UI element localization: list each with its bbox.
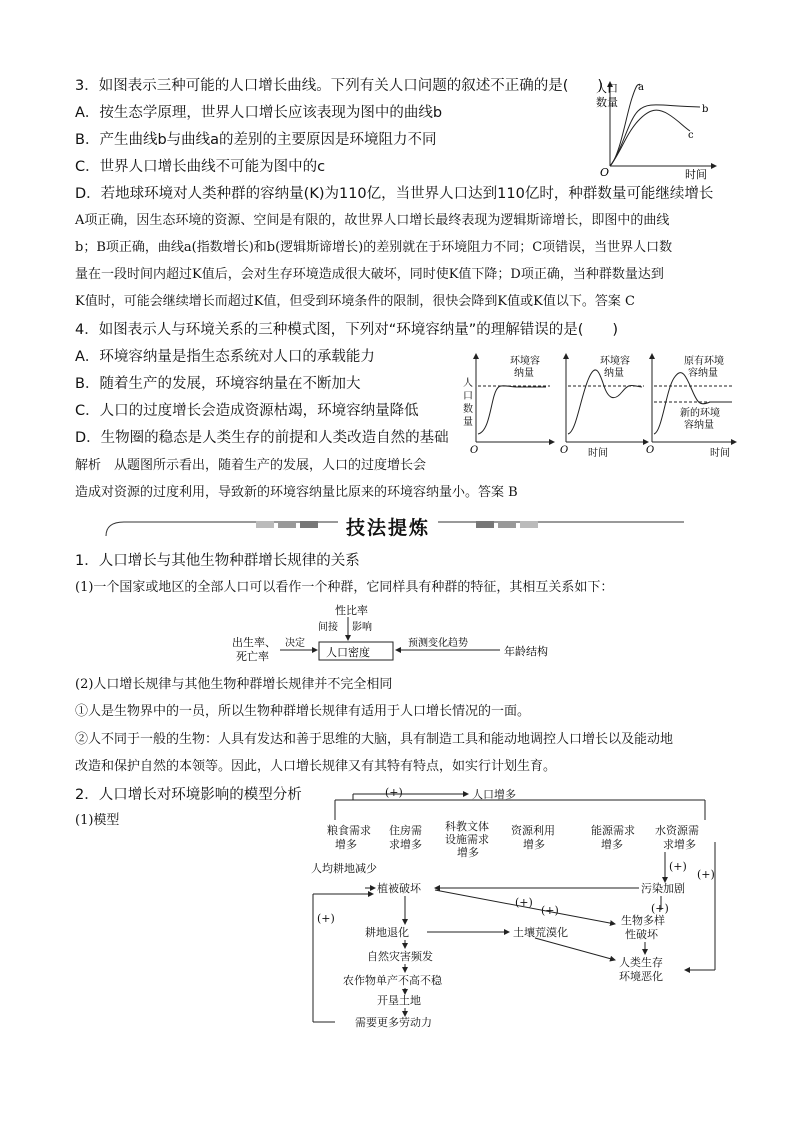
q4-option-d: D．生物圈的稳态是人类生存的前提和人类改造自然的基础	[75, 430, 449, 446]
plus-3: (+)	[697, 868, 715, 881]
labor-node: 需要更多劳动力	[355, 1016, 432, 1029]
plus-4: (+)	[515, 896, 533, 909]
q4-chart-2	[552, 350, 655, 460]
svg-text:人: 人	[463, 378, 473, 389]
q4-explanation-1: 解析 从题图所示看出，随着生产的发展，人口的过度增长会	[75, 458, 427, 473]
q3-option-c: C．世界人口增长曲线不可能为图中的c	[75, 159, 326, 175]
p1-line-4a: ②人不同于一般的生物：人具有发达和善于思维的大脑，具有制造工具和能动地调控人口增长以及能动地	[75, 732, 674, 747]
p1-line-1: (1)一个国家或地区的全部人口可以看作一个种群，它同样具有种群的特征，其相互关系如下：	[75, 580, 614, 595]
q3-growth-chart	[590, 76, 720, 180]
top-node: 人口增多	[472, 788, 516, 801]
birth-death-label-2: 死亡率	[236, 650, 269, 663]
degrade-node: 耕地退化	[365, 926, 409, 939]
q4-stem: 4．如图表示人与环境关系的三种模式图，下列对“环境容纳量”的理解错误的是( )	[75, 322, 619, 338]
svg-text:量: 量	[463, 417, 473, 428]
reclaim-node: 开垦土地	[377, 994, 421, 1007]
svg-text:环境容: 环境容	[600, 356, 630, 367]
q3-explanation-4: K值时，可能会继续增长而超过K值，但受到环境条件的限制，很快会降到K值或K值以下。答案 C	[75, 294, 635, 309]
p1-line-3: ①人是生物界中的一员，所以生物种群增长规律有适用于人口增长情况的一面。	[75, 704, 531, 719]
pollution-node: 污染加剧	[641, 882, 685, 895]
biodiversity-node-1: 生物多样	[621, 914, 665, 927]
p2-sub: (1)模型	[75, 813, 120, 828]
birth-death-label-1: 出生率、	[232, 636, 276, 649]
desert-node: 土壤荒漠化	[513, 926, 568, 939]
svg-text:原有环境: 原有环境	[684, 356, 724, 367]
q3-curve-a-label: a	[638, 82, 644, 93]
svg-text:纳量: 纳量	[604, 368, 624, 379]
q3-stem: 3．如图表示三种可能的人口增长曲线。下列有关人口问题的叙述不正确的是( )	[75, 78, 604, 94]
disaster-node: 自然灾害频发	[367, 950, 433, 963]
resource-node-2: 增多	[523, 838, 545, 851]
environment-node-1: 人类生存	[619, 956, 663, 969]
plus-2: (+)	[669, 860, 687, 873]
q3-origin: O	[600, 166, 610, 179]
svg-text:容纳量: 容纳量	[684, 420, 714, 431]
q3-option-b: B．产生曲线b与曲线a的差别的主要原因是环境阻力不同	[75, 132, 437, 148]
plus-7: (+)	[317, 912, 335, 925]
plus-5: (+)	[541, 904, 559, 917]
p2-title: 2．人口增长对环境影响的模型分析	[75, 787, 302, 803]
edu-node-2: 设施需求	[445, 833, 489, 846]
q3-explanation-3: 量在一段时间内超过K值后，会对生存环境造成很大破坏，同时使K值下降；D项正确，当种群数量达到	[75, 267, 664, 282]
density-box-label: 人口密度	[326, 646, 370, 659]
farmland-node: 人均耕地减少	[311, 862, 377, 875]
food-node-1: 粮食需求	[327, 824, 371, 837]
q3-xlabel: 时间	[685, 168, 707, 180]
q4-chart-1-origin: O	[470, 445, 479, 456]
edu-node-1: 科教文体	[445, 820, 489, 833]
q3-curve-b	[610, 105, 700, 166]
svg-text:O: O	[646, 445, 655, 456]
energy-node-1: 能源需求	[591, 824, 635, 837]
q4-chart-3	[640, 350, 740, 460]
svg-text:数: 数	[463, 404, 473, 415]
indirect-label: 间接	[318, 622, 338, 633]
q3-option-d: D．若地球环境对人类种群的容纳量(K)为110亿，当世界人口达到110亿时，种群数量可能继续增长	[75, 186, 714, 202]
svg-text:口: 口	[463, 391, 473, 402]
energy-node-2: 增多	[601, 838, 623, 851]
section-title: 技法提炼	[338, 513, 438, 540]
q3-explanation-2: b；B项正确，曲线a(指数增长)和b(逻辑斯谛增长)的差别就在于环境阻力不同；C项错误，当世界人口数	[75, 240, 673, 255]
p1-title: 1．人口增长与其他生物种群增长规律的关系	[75, 553, 360, 569]
q3-ylabel-2: 数量	[596, 96, 618, 109]
svg-text:O: O	[560, 445, 569, 456]
population-density-diagram	[230, 602, 570, 664]
svg-text:容纳量: 容纳量	[688, 368, 718, 379]
biodiversity-node-2: 性破坏	[625, 928, 658, 941]
sex-ratio-label: 性比率	[335, 604, 368, 617]
q4-xlabel-2: 时间	[588, 448, 608, 459]
food-node-2: 增多	[335, 838, 357, 851]
q4-option-c: C．人口的过度增长会造成资源枯竭，环境容纳量降低	[75, 403, 419, 419]
environment-node-2: 环境恶化	[619, 970, 663, 983]
q3-ylabel-1: 人口	[596, 82, 618, 95]
q3-explanation-1: A项正确，因生态环境的资源、空间是有限的，故世界人口增长最终表现为逻辑斯谛增长，即图中的曲线	[75, 213, 670, 228]
p1-line-2: (2)人口增长规律与其他生物种群增长规律并不完全相同	[75, 677, 393, 692]
svg-text:新的环境: 新的环境	[680, 408, 720, 419]
q4-explanation-2: 造成对资源的过度利用，导致新的环境容纳量比原来的环境容纳量小。答案 B	[75, 485, 518, 500]
predict-label: 预测变化趋势	[408, 638, 468, 649]
svg-text:纳量: 纳量	[514, 368, 534, 379]
q4-option-b: B．随着生产的发展，环境容纳量在不断加大	[75, 376, 361, 392]
resource-node-1: 资源利用	[511, 824, 555, 837]
water-node-2: 求增多	[663, 838, 696, 851]
yield-node: 农作物单产不高不稳	[343, 974, 442, 987]
house-node-1: 住房需	[389, 824, 422, 837]
water-node-1: 水资源需	[655, 824, 699, 837]
decide-label: 决定	[285, 638, 305, 649]
q3-curve-b-label: b	[702, 104, 709, 115]
vegetation-node: 植被破坏	[377, 882, 421, 895]
q3-option-a: A．按生态学原理，世界人口增长应该表现为图中的曲线b	[75, 105, 443, 121]
q3-curve-c-label: c	[688, 130, 694, 141]
plus-6: (+)	[651, 902, 669, 915]
age-structure-label: 年龄结构	[504, 645, 548, 658]
q4-chart-1	[458, 350, 558, 460]
plus-1: (+)	[385, 786, 403, 799]
population-environment-model	[305, 782, 725, 1032]
influence-label: 影响	[352, 622, 372, 633]
svg-text:环境容: 环境容	[510, 356, 540, 367]
q4-option-a: A．环境容纳量是指生态系统对人口的承载能力	[75, 349, 375, 365]
svg-text:时间: 时间	[710, 448, 730, 459]
edu-node-3: 增多	[457, 846, 479, 859]
p1-line-4b: 改造和保护自然的本领等。因此，人口增长规律又有其特有特点，如实行计划生育。	[75, 759, 557, 774]
house-node-2: 求增多	[389, 838, 422, 851]
